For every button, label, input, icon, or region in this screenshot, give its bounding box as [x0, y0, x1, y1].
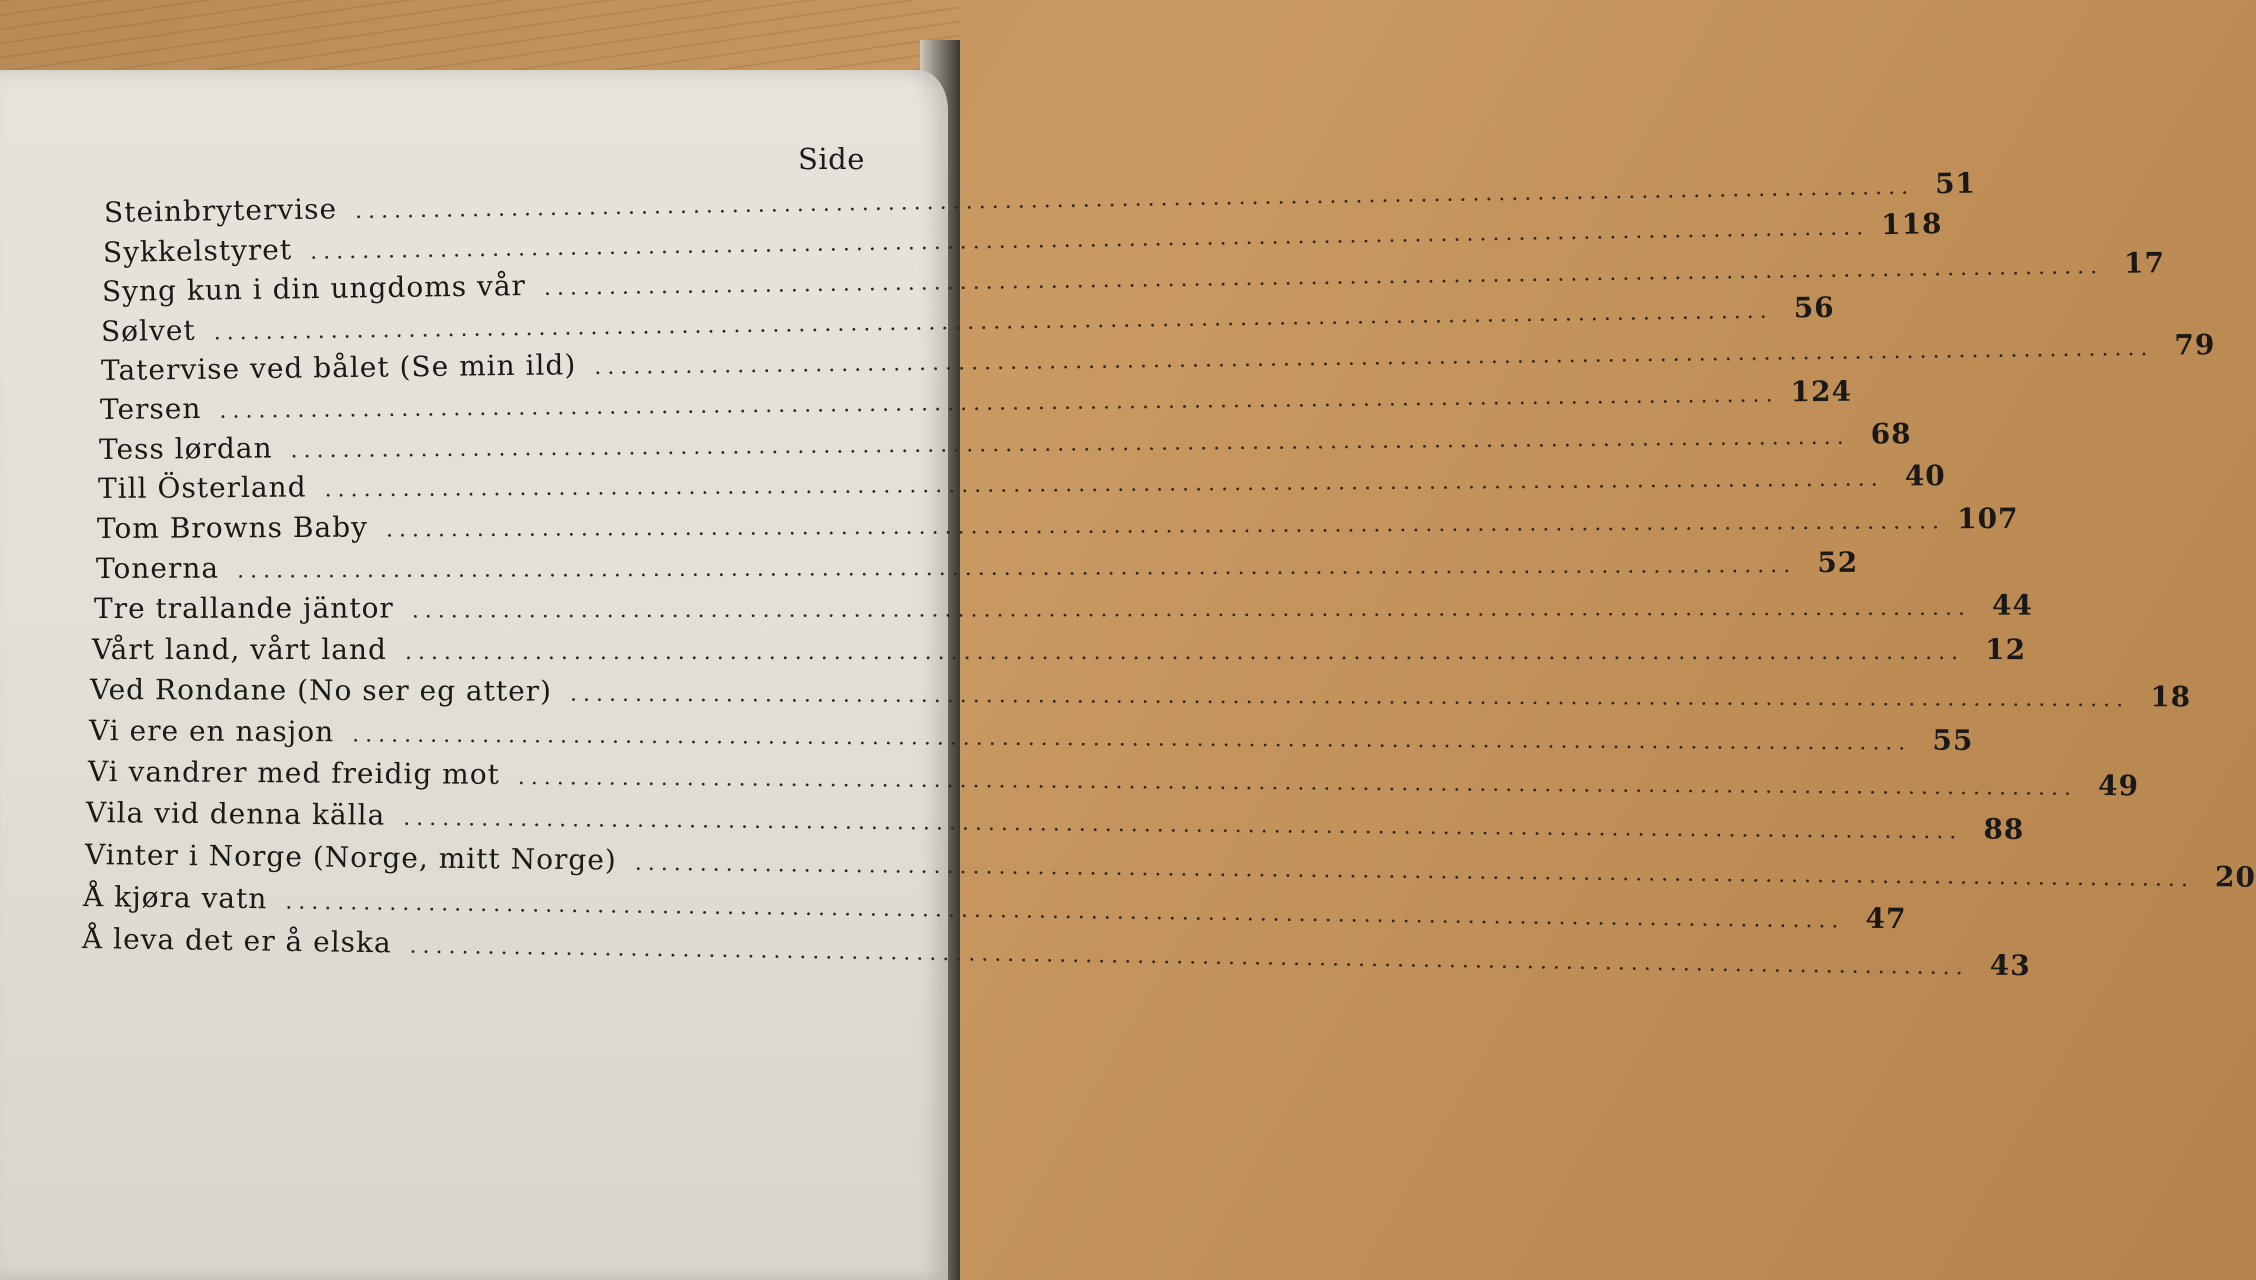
- dot-leader: ........................................................................................................................: [517, 765, 2078, 801]
- toc-entry-page-number: 52: [1817, 545, 1859, 579]
- toc-entry: [100, 290, 1835, 348]
- toc-entry: [97, 459, 1946, 505]
- toc-entry-title: Tre trallande jäntor: [93, 591, 394, 625]
- toc-entry-title: Tonerna: [95, 551, 220, 585]
- dot-leader: ........................................................................................................................: [385, 509, 1946, 543]
- toc-entry-page-number: 51: [1934, 166, 1977, 201]
- dot-leader: ........................................................................................................................: [237, 553, 1797, 584]
- toc-entry-title: Sykkelstyret: [102, 233, 293, 269]
- dot-leader: ........................................................................................................................: [309, 215, 1870, 265]
- toc-entry: [81, 922, 2031, 983]
- toc-entry-page-number: 107: [1956, 501, 2019, 536]
- toc-entry-title: Tess lørdan: [98, 431, 273, 466]
- toc-entry: [85, 796, 2025, 846]
- dot-leader: ........................................................................................................................: [403, 805, 1963, 845]
- dot-leader: ........................................................................................................................: [594, 335, 2154, 380]
- dot-leader: ........................................................................................................................: [285, 889, 1845, 934]
- toc-entry-title: Vinter i Norge (Norge, mitt Norge): [84, 838, 618, 877]
- dot-leader: ........................................................................................................................: [354, 174, 1915, 225]
- toc-entry-title: Till Österland: [97, 470, 307, 505]
- toc-entry: [99, 374, 1853, 426]
- toc-entry-page-number: 124: [1790, 374, 1853, 409]
- toc-entry-page-number: 12: [1985, 633, 2027, 666]
- toc-entry-title: Å leva det er å elska: [81, 922, 392, 960]
- dot-leader: ........................................................................................................................: [404, 640, 1965, 665]
- toc-entry-page-number: 43: [1989, 948, 2031, 983]
- toc-entry: [89, 673, 2192, 714]
- toc-entry-title: Tersen: [99, 391, 202, 426]
- toc-entry: [98, 417, 1912, 466]
- toc-entry: [95, 545, 1859, 585]
- toc-entry: [84, 838, 2256, 894]
- toc-entry-page-number: 79: [2174, 328, 2216, 362]
- toc-entry-page-number: 47: [1865, 901, 1907, 936]
- toc-entry-title: Sølvet: [100, 313, 196, 348]
- toc-entry-title: Steinbrytervise: [103, 192, 338, 229]
- toc-entry-page-number: 56: [1793, 290, 1835, 325]
- dot-leader: ........................................................................................................................: [543, 254, 2104, 301]
- toc-entry-page-number: 20: [2214, 860, 2256, 894]
- dot-leader: ........................................................................................................................: [411, 595, 1972, 624]
- toc-entry-title: Tatervise ved bålet (Se min ild): [100, 348, 577, 387]
- dot-leader: ........................................................................................................................: [290, 424, 1850, 464]
- toc-entry-page-number: 68: [1870, 417, 1912, 451]
- toc-entry-title: Syng kun i din ungdoms vår: [101, 269, 527, 308]
- toc-entry-page-number: 88: [1983, 812, 2025, 846]
- toc-entry-page-number: 55: [1932, 723, 1974, 757]
- dot-leader: ........................................................................................................................: [352, 722, 1912, 756]
- dot-leader: ........................................................................................................................: [213, 298, 1773, 346]
- toc-entry-page-number: 118: [1880, 207, 1943, 242]
- dot-leader: ........................................................................................................................: [569, 681, 2130, 713]
- toc-entry-page-number: 44: [1991, 588, 2034, 622]
- toc-entry-page-number: 49: [2097, 769, 2140, 803]
- dot-leader: ........................................................................................................................: [219, 382, 1779, 424]
- dot-leader: ........................................................................................................................: [634, 850, 2195, 893]
- toc-entry: [92, 633, 2027, 666]
- toc-entry: [82, 880, 1907, 936]
- toc-entry: [93, 588, 2034, 625]
- dot-leader: ........................................................................................................................: [324, 466, 1884, 503]
- toc-entry: [88, 714, 1974, 757]
- toc-entry-title: Vårt land, vårt land: [92, 633, 387, 666]
- dot-leader: ........................................................................................................................: [409, 933, 1969, 981]
- toc-entry: [87, 755, 2140, 803]
- toc-entry-title: Vila vid denna källa: [85, 796, 386, 832]
- toc-entry-page-number: 18: [2150, 680, 2192, 714]
- page-column-header: Side: [798, 142, 865, 176]
- toc-entry-page-number: 17: [2123, 246, 2166, 280]
- toc-entry-title: Vi vandrer med freidig mot: [87, 755, 500, 791]
- toc-entry: [96, 501, 2019, 545]
- toc-entry-page-number: 40: [1904, 459, 1946, 493]
- toc-entry-title: Vi ere en nasjon: [88, 714, 335, 749]
- toc-entry-title: Å kjøra vatn: [82, 880, 268, 916]
- toc-entry-title: Tom Browns Baby: [96, 510, 369, 545]
- toc-entry-title: Ved Rondane (No ser eg atter): [89, 673, 553, 708]
